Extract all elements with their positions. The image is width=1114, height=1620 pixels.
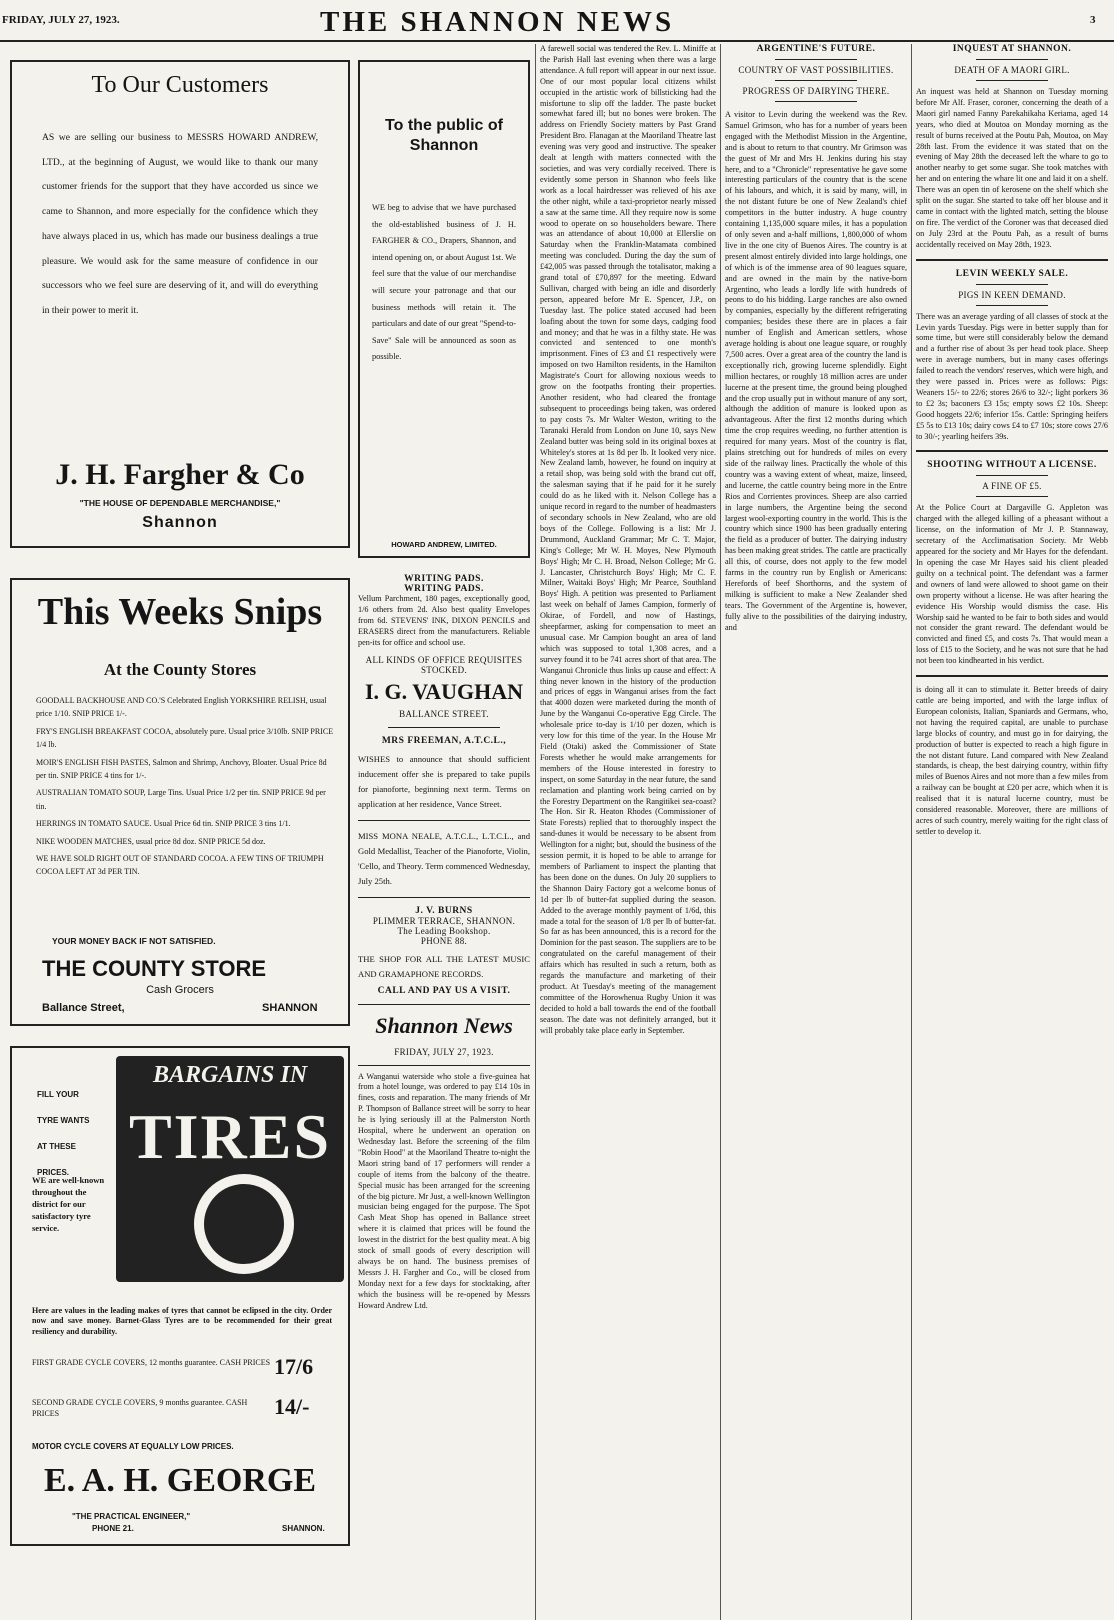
levin-body: There was an average yarding of all classes of stock at the Levin yards Tuesday. Pigs were in better supply than for some time, but were still considerably below the demand and a further rise of about 3s per head took place. Sheep were in average numbers, but in many cases offerings failed to reach the vendors' reserves, which were high, and they were passed in. Prices were as follows: Pigs: Weaners 15/- to 22/6; stores 26/6 to 32/-; light porkers 36 to £2 3s; baconers £3 15s; empty sows £2 10s. Sheep: Good hoggets 22/6; inferior 15s. Cattle: Springing heifers £5 5s to £13 10s; dairy cows £4 to £7 10s; store cows 27/6 to 30/-; yearling heifers 39s. — [916, 311, 1108, 441]
ad-county-store — [10, 578, 350, 1026]
ad4-phone: PHONE 21. — [92, 1524, 134, 1533]
divider — [775, 101, 857, 102]
ad4-intro: WE are well-known throughout the district for our satisfactory tyre service. — [32, 1175, 105, 1233]
divider — [976, 496, 1048, 497]
writing-body: Vellum Parchment, 180 pages, exceptionally good, 1/6 others from 2d. Also best quality Envelopes from 6d. STEVENS' INK, DIXON PENCILS and ERASERS direct from the manufacturers. Reliable pen-its for office and school use. — [358, 594, 530, 647]
page-number: 3 — [1090, 14, 1096, 26]
ad4-row1: FIRST GRADE CYCLE COVERS, 12 months guarantee. CASH PRICES — [32, 1358, 271, 1367]
ad2-title: To the public of Shannon — [385, 117, 503, 154]
banner-line-2: TIRES — [128, 1101, 332, 1172]
ad1-firm: J. H. Fargher & Co — [55, 458, 305, 491]
ad4-motor: MOTOR CYCLE COVERS AT EQUALLY LOW PRICES. — [32, 1442, 234, 1451]
burns-body: THE SHOP FOR ALL THE LATEST MUSIC AND GRAMAPHONE RECORDS. — [358, 953, 530, 979]
ad-fargher-customers — [10, 60, 350, 548]
side-line: TYRE WANTS — [37, 1116, 90, 1125]
vaughan-street: BALLANCE STREET. — [399, 708, 489, 719]
ad4-price2: 14/- — [274, 1394, 310, 1419]
ad1-title: To Our Customers — [91, 72, 269, 98]
ad4-town: SHANNON. — [282, 1524, 325, 1533]
levin-title: LEVIN WEEKLY SALE. — [955, 268, 1069, 279]
ad3-type: Cash Grocers — [146, 984, 214, 996]
side-line: PRICES. — [37, 1168, 70, 1177]
column-6 — [916, 44, 1108, 1620]
column-4: A farewell social was tendered the Rev. L. Miniffe at the Parish Hall last evening when there was a large attendance. A full report will appear in our next issue. One of our most popular local citizens whilst occupied in the artistic work of billsticking had the misfortune to slip off the ladder. The paste bucket somewhat fared ill; but no bones were broken. The address on Friendly Society matters by Past Grand President Bro. Flanagan at the Maoriland Theatre last evening was very good and instructive. The speaker dealt at length with matters connected with the societies, and was very cordially received. There is evidently some person in Shannon who feels like work as a local hairdresser was relieved of his axe the other night, while a taxi-proprietor nearly missed a saw at the same time. All they require now is some wood to operate on so householders beware. There was an attendance of about 10,000 at Ellerslie on Saturday when the Franklin-Matamata combined meeting was concluded. During the day the sum of £42,005 was passed through the totalisator, making a grand total of £70,897 for the meeting. Edward Sullivan, charged with being an idle and disorderly person, appeared before Mr E. Spencer, J.P., on Tuesday last. The police stated accused had been loafing about the town for some days, cadging food and money; and that he was in a filthy state. He was convicted and sentenced to one month's imprisonment. Fines of £3 and £1 respectively were imposed on two Hamilton residents, in the Hamilton Magistrate's Court for allowing noxious weeds to grow on the footpaths fronting their properties. Another resident, who had cleared the frontage subsequent to proceedings being taken, was ordered to pay costs 7s. Mr Walter Weston, writing to the Taranaki Herald from London on June 10, says New Zealand butter was being sold in its original boxes at Whiteley's stores at 1s 8d per lb. It looked very nice. New Zealand lamb, however, he found on inquiry at a retail shop, was being sold with the brand cut off, the salesman saying that if he paid for it he surely could do as he liked with it. Nelson College has a unique record in regard to the number of headmasters of secondary schools in New Zealand, who are old boys of the College. Following is a list: Mr J. Drummond, Auckland Grammar; Mr C. T. Major, King's College; Mr W. H. Moyes, New Plymouth Boys' High; Mr C. H. Broad, Nelson College; Mr G. J. Lancaster, Christchurch Boys' High; Mr C. F. Milner, Waitaki Boys' High; Mr Pearce, Southland Boys' High. A petition was presented to Parliament last week on behalf of James Campion, formerly of Okirae, of Fordell, and now of Hastings, sheepfarmer, asking for compensation to meet an unusual case. Mr Campion bought an area of land which was supposed to total 1,308 acres, and a survey found it to be 741 acres short of that area. The Wanganui Chronicle thus links up cause and effect: A thing never known in the history of the production and prices of eggs in Wanganui arises from the fact that 4000 dozen were marketed during the month of June by the Wanganui Co-operative Egg Circle. The wholesale price to-day is 1/10 per dozen, which is very low for this time of the year. In the House Mr Field (Otaki) asked the Commissioner of State Forests whether he would make arrangements for members of the House interested in forestry to inspect, on some Saturday in the near future, the sand reclamation and planting work being carried on by the Forestry Department on the Rangitikei sea-coast? The Hon. Sir R. Heaton Rhodes (Commissioner of State Forests) replied that to thoroughly inspect the sand-dunes it would be necessary to be absent from Wellington for a night; but, should the business of the session permit, it is hoped to be able to arrange for members of Parliament to inspect the planting that has been done on the dunes. On July 20 suppliers to the Shannon Dairy Factory got a welcome bonus of 1d per lb of butter-fat supplied during the season. Added to the average monthly payment of 1/6d, this made a total for the season of 1/8 per lb of butter-fat. So far as has been announced, this is a record for the Dominion for the past season. The suppliers are to be congratulated on the careful management of their affairs which has resulted in such a return, both as regards the manufacture and marketing of their product. At Tuesday's meeting of the management committee of the Horowhenua Rugby Union it was decided to hold a ball towards the end of the football season. The date was not definitely arranged, but it will probably take place early in September. — [540, 44, 716, 1035]
divider — [358, 1004, 530, 1005]
argentine-sub-1: COUNTRY OF VAST POSSIBILITIES. — [738, 65, 894, 75]
newspaper-title: THE SHANNON NEWS — [320, 6, 675, 38]
local-news: A Wanganui waterside who stole a five-guinea hat from a hotel lounge, was ordered to pay £14 10s in fines, costs and reparation. The many friends of Mr P. Thompson of Ballance street will be sorry to hear he is lying seriously ill at the Palmerston North Hospital, where he underwent an operation on Wednesday last. Before the screening of the film "Robin Hood" at the Maoriland Theatre to-night the Maori string band of 17 performers will render a couple of items from the balcony of the theatre. Special music has been arranged for the screening of the big picture. Mr Just, a well-known Wellington musician being engaged for the purpose. The Spot Cash Meat Shop has opened in Ballance street where it is claimed that prices will be found the lowest in the district for the best quality meat. A big stock of small goods of every description will always be on hand. The business premises of Messrs J. H. Fargher and Co., will be closed from Monday next for a few days for stocktaking, after which the business will be re-opened by Messrs Howard Andrew Ltd. — [358, 1071, 530, 1310]
license-title: SHOOTING WITHOUT A LICENSE. — [927, 460, 1097, 471]
snip-item: WE HAVE SOLD RIGHT OUT OF STANDARD COCOA. A FEW TINS OF TRIUMPH COCOA LEFT AT 3d PER TIN. — [36, 854, 324, 877]
divider — [916, 259, 1108, 261]
divider — [916, 675, 1108, 677]
divider — [916, 450, 1108, 452]
side-line: FILL YOUR — [37, 1090, 79, 1099]
argentine-title: ARGENTINE'S FUTURE. — [756, 44, 876, 54]
argentine-sub-2: PROGRESS OF DAIRYING THERE. — [742, 86, 890, 96]
burns-phone: PHONE 88. — [420, 935, 468, 946]
office-requisites: ALL KINDS OF OFFICE REQUISITES STOCKED. — [365, 654, 523, 675]
column-rule — [911, 44, 912, 1620]
burns-call: CALL AND PAY US A VISIT. — [377, 985, 511, 996]
column-3 — [358, 574, 530, 1620]
ad-ah-george — [10, 1046, 350, 1546]
inquest-sub: DEATH OF A MAORI GIRL. — [954, 65, 1070, 75]
tyre-icon — [194, 1174, 294, 1274]
side-line: AT THESE — [37, 1142, 76, 1151]
ad3-title: This Weeks Snips — [37, 591, 323, 633]
ad1-slogan: "THE HOUSE OF DEPENDABLE MERCHANDISE," — [79, 498, 281, 508]
ad4-name: E. A. H. GEORGE — [43, 1462, 317, 1499]
burns-address: PLIMMER TERRACE, SHANNON. — [372, 915, 516, 926]
freeman-head: MRS FREEMAN, A.T.C.L., — [381, 735, 507, 746]
burns-tagline: The Leading Bookshop. — [397, 925, 491, 936]
snip-item: AUSTRALIAN TOMATO SOUP, Large Tins. Usual Price 1/2 per tin. SNIP PRICE 9d per tin. — [36, 788, 326, 811]
writing-head-1: WRITING PADS. — [404, 574, 484, 584]
divider — [775, 59, 857, 60]
divider — [358, 897, 530, 898]
divider — [358, 820, 530, 821]
masthead: Shannon News — [375, 1012, 513, 1038]
column-5 — [725, 44, 907, 1620]
ad3-town: SHANNON — [262, 1002, 318, 1014]
argentine-continued: is doing all it can to stimulate it. Better breeds of dairy cattle are being imported, and with the large influx of European colonists, Italian, Spaniards and Germans, who, not having the required capital, are unable to purchase large blocks of country, and must go in for dairying, the production of butter is expected to reach a high figure in the not distant future. Land compared with New Zealand standards, is cheap, the best dairying country, within fifty miles of Buenos Aires and not more than a few miles from a railway can be bought at £20 per acre, which when it is realised that it is natural lucerne country, must be considered reasonable. Moreover, there are millions of acres of such country, merely waiting for the right class of settler to develop it. — [916, 685, 1108, 836]
divider — [976, 80, 1048, 81]
ad-howard-andrew — [358, 60, 530, 558]
ad4-para: Here are values in the leading makes of tyres that cannot be eclipsed in the city. Order now and save money. Barnet-Glass Tyres are to be recommended for their great resiliency and durability. — [32, 1306, 332, 1336]
license-sub: A FINE OF £5. — [982, 481, 1042, 492]
ad2-body: WE beg to advise that we have purchased the old-established business of J. H. FARGHER & CO., Drapers, Shannon, and intend opening on, or about August 1st. We feel sure that the value of our merchandise will secure your patronage and that our business methods will retain it. The particulars and date of our great "Spend-to-Save" Sale will be announced as soon as possible. — [372, 203, 516, 362]
ad2-sign: HOWARD ANDREW, LIMITED. — [391, 540, 497, 549]
ad1-body: AS we are selling our business to MESSRS HOWARD ANDREW, LTD., at the beginning of August, we would like to thank our many customer friends for the support that they have accorded us since we came to Shannon, and more especially for the confidence which they have always placed in us, which has made our business dealings a true pleasure. We would ask for the same measure of confidence in our successors who we feel sure are deserving of it, and will do everything in their power to merit it. — [42, 132, 318, 316]
ad4-side — [37, 1082, 107, 1186]
ad4-row2: SECOND GRADE CYCLE COVERS, 9 months guarantee. CASH PRICES — [32, 1398, 248, 1418]
freeman-body: WISHES to announce that should sufficient inducement offer she is prepared to take pupils for pianoforte, beginning next term. Terms on application at her residence, Vance Street. — [358, 753, 530, 809]
divider — [976, 59, 1048, 60]
neale-body: MISS MONA NEALE, A.T.C.L., L.T.C.L., and Gold Medallist, Teacher of the Pianoforte, Violin, 'Cello, and Theory. Term commenced Wednesday, July 25th. — [358, 830, 530, 886]
ad4-tag: "THE PRACTICAL ENGINEER," — [72, 1512, 191, 1521]
snip-item: MOIR'S ENGLISH FISH PASTES, Salmon and Shrimp, Anchovy, Bloater. Usual Price 8d per tin. SNIP PRICE 4 tins for 1/-. — [36, 757, 327, 781]
divider — [358, 1065, 530, 1066]
vaughan-name: I. G. VAUGHAN — [364, 678, 524, 704]
argentine-body: A visitor to Levin during the weekend was the Rev. Samuel Grimson, who has for a number of years been engaged with the Methodist Mission in the Argentine, and is about to return to that country. Mr Grimson was the guest of Mr and Mrs H. Jenkins during his stay here, and to a "Chronicle" representative he gave some interesting particulars of the country that is the scene of his labours, and which, it is said by many, will, in the not distant future be one of New Zealand's chief competitors in the butter industry. A huge country containing 1,135,000 square miles, it has a population of only seven and a-half millions, 1,800,000 of whom live in the one city of Buenos Aires. The country is at present almost entirely divided into large holdings, one of which is of the immense area of 90 leagues square, and are owned in the main by the native-born Argentino, who leads a lordly life with hundreds of peons to do his bidding. Large ranches are also owned by companies, especially by the different refrigerating companies; besides these there are in places a fair number of English and American settlers, whose average holding is about one league square, or roughly 7,500 acres. Over a great area of the country the land is exceptionally rich, growing lucerne splendidly. Eight million hectares, or roughly 18 million acres are under lucerne at the present time, the ground being ploughed and the crop usually put in without manure of any sort, although the addition of manure is looked upon as advantageous. After the first 12 months during which time the crop requires weeding, no further attention is required for many years. Most of the country is flat, plains stretching out for hundreds of miles on every side of the railway lines. Practically the whole of this country was a waving extent of wheat, maize, linseed, and lucerne, the cattle country being more in the Entre Rios and Corrientes provinces. Sheep are also carried in large numbers, the Argentine being the second largest wool-exporting country in the world. This is the country which since 1900 has been gradually entering the field as a producer of butter. The dairying industry has been making great strides. The cattle are practically all this, of course, does not apply to the few model farms in the country run by English or Americans: Herefords of beef Shorthorns, and the system of milking is sufficient to make a New Zealander shed tears. The Government of the Argentine is, however, fully alive to the possibilities of the dairying industry, and — [725, 110, 907, 632]
snip-item: HERRINGS IN TOMATO SAUCE. Usual Price 6d tin. SNIP PRICE 3 tins 1/1. — [36, 819, 291, 829]
header-rule — [0, 40, 1114, 42]
divider — [388, 727, 500, 728]
burns-head: J. V. BURNS — [415, 905, 473, 916]
snip-item: NIKE WOODEN MATCHES, usual price 8d doz. SNIP PRICE 5d doz. — [36, 836, 266, 846]
banner-line-1: BARGAINS IN — [152, 1062, 308, 1088]
ad3-guarantee: YOUR MONEY BACK IF NOT SATISFIED. — [52, 936, 216, 946]
snip-item: FRY'S ENGLISH BREAKFAST COCOA, absolutely pure. Usual price 3/10lb. SNIP PRICE 1/4 lb. — [36, 726, 334, 750]
levin-sub: PIGS IN KEEN DEMAND. — [958, 289, 1066, 300]
divider — [976, 475, 1048, 476]
ad1-town: Shannon — [142, 514, 218, 531]
inquest-title: INQUEST AT SHANNON. — [952, 44, 1072, 54]
divider — [976, 284, 1048, 285]
license-body: At the Police Court at Dargaville G. Appleton was charged with the alleged killing of a pheasant without a license, on the information of Mr J. P. Stannaway, secretary of the Acclimatisation Society. Mr Webb appeared for the society and Mr Hayes for the defendant. In opening the case Mr Hayes said his client pleaded guilty on a technical point. The defendant was a farmer and owners of land were allowed to shoot game on their own property without a license. He was after hearing the evidence His Worship would dismiss the case. His Worship said he wanted to be fair to both sides and would not consider the grant reward. The defendant would be convicted and fined £5, and costs 7s. That would mean a loss of £15 to the Society, and he was not sure that he had not been too kindhearted in his verdict. — [916, 503, 1108, 666]
divider — [976, 305, 1048, 306]
ad3-subtitle: At the County Stores — [103, 660, 257, 679]
divider — [775, 80, 857, 81]
tyres-banner — [116, 1056, 344, 1282]
snip-item: GOODALL BACKHOUSE AND CO.'S Celebrated English YORKSHIRE RELISH, usual price 1/10. SNIP PRICE 1/-. — [36, 696, 327, 719]
ad3-street: Ballance Street, — [42, 1002, 125, 1014]
snip-list — [36, 694, 336, 883]
inquest-body: An inquest was held at Shannon on Tuesday morning before Mr Alf. Fraser, coroner, concerning the death of a Maori girl named Fanny Parekahikaha Keriama, aged 14 years, who died at Moutoa on Monday morning as the result of burns received at the Poutu Pah, Moutoa, on May 28th last. From the evidence it was stated that on the evening of May 28th the deceased left the whare to go to another nearby to get some sugar. She took matches with her and on entering the whare lit one and laid it on a shelf. There was an open tin of kerosene on the shelf which she split on the sugar. She started to take off her blouse and it came in contact with the lighted match, setting the blouse on fire. The verdict of the Coroner was that deceased died on July 23rd at the Poutu Pah, as a result of burns accidentally received on May 28th, 1923. — [916, 87, 1108, 249]
masthead-date: FRIDAY, JULY 27, 1923. — [394, 1046, 494, 1057]
column-rule — [720, 44, 721, 1620]
ad3-store: THE COUNTY STORE — [42, 956, 267, 981]
issue-date: FRIDAY, JULY 27, 1923. — [2, 14, 120, 26]
column-rule — [535, 44, 536, 1620]
ad4-price1: 17/6 — [274, 1354, 314, 1379]
writing-head-2: WRITING PADS. — [404, 584, 484, 594]
